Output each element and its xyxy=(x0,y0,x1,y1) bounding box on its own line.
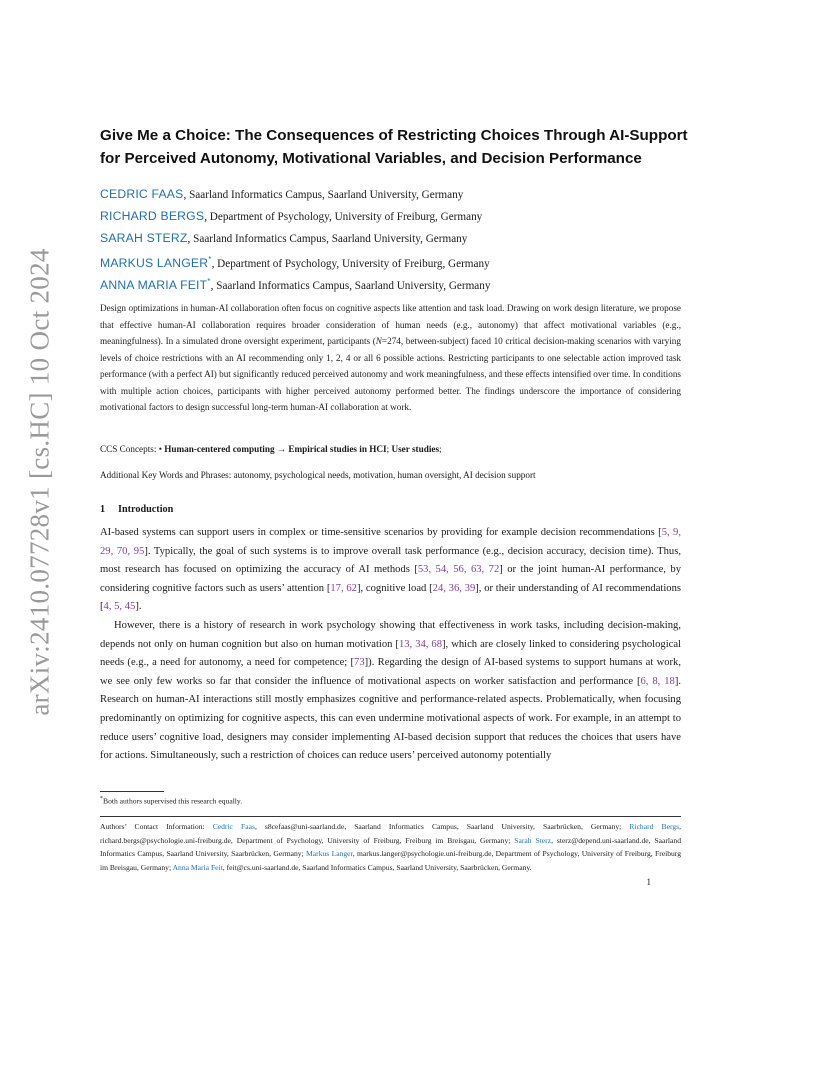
author-name[interactable]: RICHARD BERGS xyxy=(100,209,205,223)
author-name[interactable]: MARKUS LANGER* xyxy=(100,255,212,271)
author-name[interactable]: ANNA MARIA FEIT* xyxy=(100,277,211,293)
keywords: Additional Key Words and Phrases: autonomy, psychological needs, motivation, human oversight, AI decision support xyxy=(100,470,536,480)
footnote-mark[interactable]: * xyxy=(208,255,212,264)
author-list xyxy=(100,183,700,293)
citation-link[interactable]: 53, 54, 56, 63, 72 xyxy=(417,564,500,576)
paragraph-intro-2: However, there is a history of research in work psychology showing that effectiveness in work tasks, including decision-making, depends not only on human cognition but also on human motivation [13, 34, 68], which are closely linked to considering psychological needs (e.g., a need for autonomy, a need for competence; [73]). Regarding the design of AI-based systems to support humans at work, we see only few works so far that consider the influence of motivational aspects on worker satisfaction and performance [6, 8, 18]. Research on human-AI interactions still mostly emphasizes cognitive and performance-related aspects. Problematically, when focusing predominantly on optimizing for cognitive aspects, this can even undermine motivational aspects of work. For example, in an attempt to reduce users’ cognitive load, designers may consider implementing AI-based decision support that reduces the choices that users have for actions. Simultaneously, such a restriction of choices can reduce users’ perceived autonomy potentially xyxy=(100,620,682,762)
author-affiliation: , Department of Psychology, University of Freiburg, Germany xyxy=(211,258,490,271)
footnote: *Both authors supervised this research equally. xyxy=(100,796,243,806)
footnote-mark[interactable]: * xyxy=(207,277,211,286)
author-affiliation: , Saarland Informatics Campus, Saarland University, Germany xyxy=(183,189,464,201)
citation-link[interactable]: 5, 9, 29, 70, 95 xyxy=(100,527,682,557)
author-link[interactable]: Sarah Sterz xyxy=(514,835,552,845)
abstract: Design optimizations in human-AI collaboration often focus on cognitive aspects like attention and task load. Drawing on work design literature, we propose that effective human-AI collaboration requires broader consideration of human needs (e.g., autonomy) that affect motivational variables (e.g., meaningfulness). In a simulated drone oversight experiment, participants (N=274, between-subject) faced 10 critical decision-making scenarios with varying levels of choice restrictions with an AI recommending only 1, 2, 4 or all 6 possible actions. Restricting participants to one selectable action improved task performance (with a perfect AI) but significantly reduced perceived autonomy and work meaningfulness, and these effects intensified over time. In conditions with multiple action choices, participants with higher perceived autonomy performed better. The findings underscore the importance of considering motivational factors to design successful long-term human-AI collaboration at work. xyxy=(100,303,681,412)
author-affiliation: , Saarland Informatics Campus, Saarland University, Germany xyxy=(210,280,491,293)
citation-link[interactable]: 24, 36, 39 xyxy=(432,582,476,594)
author-entry xyxy=(100,249,700,271)
page-number: 1 xyxy=(646,877,651,887)
ccs-concepts: CCS Concepts: • Human-centered computing → Empirical studies in HCI; User studies; xyxy=(100,444,442,454)
citation-link[interactable]: 17, 62 xyxy=(330,582,357,594)
title-line-1: Give Me a Choice: The Consequences of Restricting Choices Through AI-Support xyxy=(100,127,688,144)
author-link[interactable]: Cedric Faas xyxy=(212,822,255,831)
citation-link[interactable]: 13, 34, 68 xyxy=(398,638,443,650)
citation-link[interactable]: 73 xyxy=(354,657,365,669)
author-name[interactable]: CEDRIC FAAS xyxy=(100,187,184,201)
section-heading: 1 Introduction xyxy=(100,504,174,515)
citation-link[interactable]: 4, 5, 45 xyxy=(103,601,136,613)
footnote-divider xyxy=(100,791,164,792)
arxiv-stamp-text: arXiv:2410.07728v1 [cs.HC] 10 Oct 2024 xyxy=(24,248,55,716)
author-entry xyxy=(100,183,700,205)
author-entry xyxy=(100,227,700,249)
paper-title xyxy=(100,124,700,170)
author-affiliation: , Saarland Informatics Campus, Saarland University, Germany xyxy=(187,233,468,245)
contact-information: Authors’ Contact Information: Cedric Faas, s8cefaas@uni-saarland.de, Saarland Informatics Campus, Saarland University, Saarbrücken, Germany; Richard Bergs, richard.bergs@psychologie.uni-freiburg.de, Department of Psychology, University of Freiburg, Freiburg im Breisgau, Germany; Sarah Sterz, sterz@depend.uni-saarland.de, Saarland Informatics Campus, Saarland University, Saarbrücken, Germany; Markus Langer, markus.langer@psychologie.uni-freiburg.de, Department of Psychology, University of Freiburg, Freiburg im Breisgau, Germany; Anna Maria Feit, feit@cs.uni-saarland.de, Saarland Informatics Campus, Saarland University, Saarbrücken, Germany. xyxy=(100,822,681,873)
citation-link[interactable]: 6, 8, 18 xyxy=(640,675,675,687)
paragraph-intro-1: AI-based systems can support users in complex or time-sensitive scenarios by providing for example decision recommendations [5, 9, 29, 70, 95]. Typically, the goal of such systems is to improve overall task performance (e.g., decision accuracy, decision time). Thus, most research has focused on optimizing the accuracy of AI methods [53, 54, 56, 63, 72] or the joint human-AI performance, by considering cognitive factors such as users’ attention [17, 62], cognitive load [24, 36, 39], or their understanding of AI recommendations [4, 5, 45]. xyxy=(100,527,682,613)
arxiv-stamp xyxy=(20,248,60,716)
contact-divider xyxy=(100,816,681,817)
author-link[interactable]: Anna Maria Feit xyxy=(172,863,223,873)
author-link[interactable]: Richard Bergs xyxy=(629,822,680,831)
author-entry xyxy=(100,271,700,293)
title-line-2: for Perceived Autonomy, Motivational Variables, and Decision Performance xyxy=(100,150,642,167)
author-name[interactable]: SARAH STERZ xyxy=(100,231,188,245)
author-affiliation: , Department of Psychology, University of Freiburg, Germany xyxy=(204,211,483,223)
author-link[interactable]: Markus Langer xyxy=(306,849,353,859)
author-entry xyxy=(100,205,700,227)
